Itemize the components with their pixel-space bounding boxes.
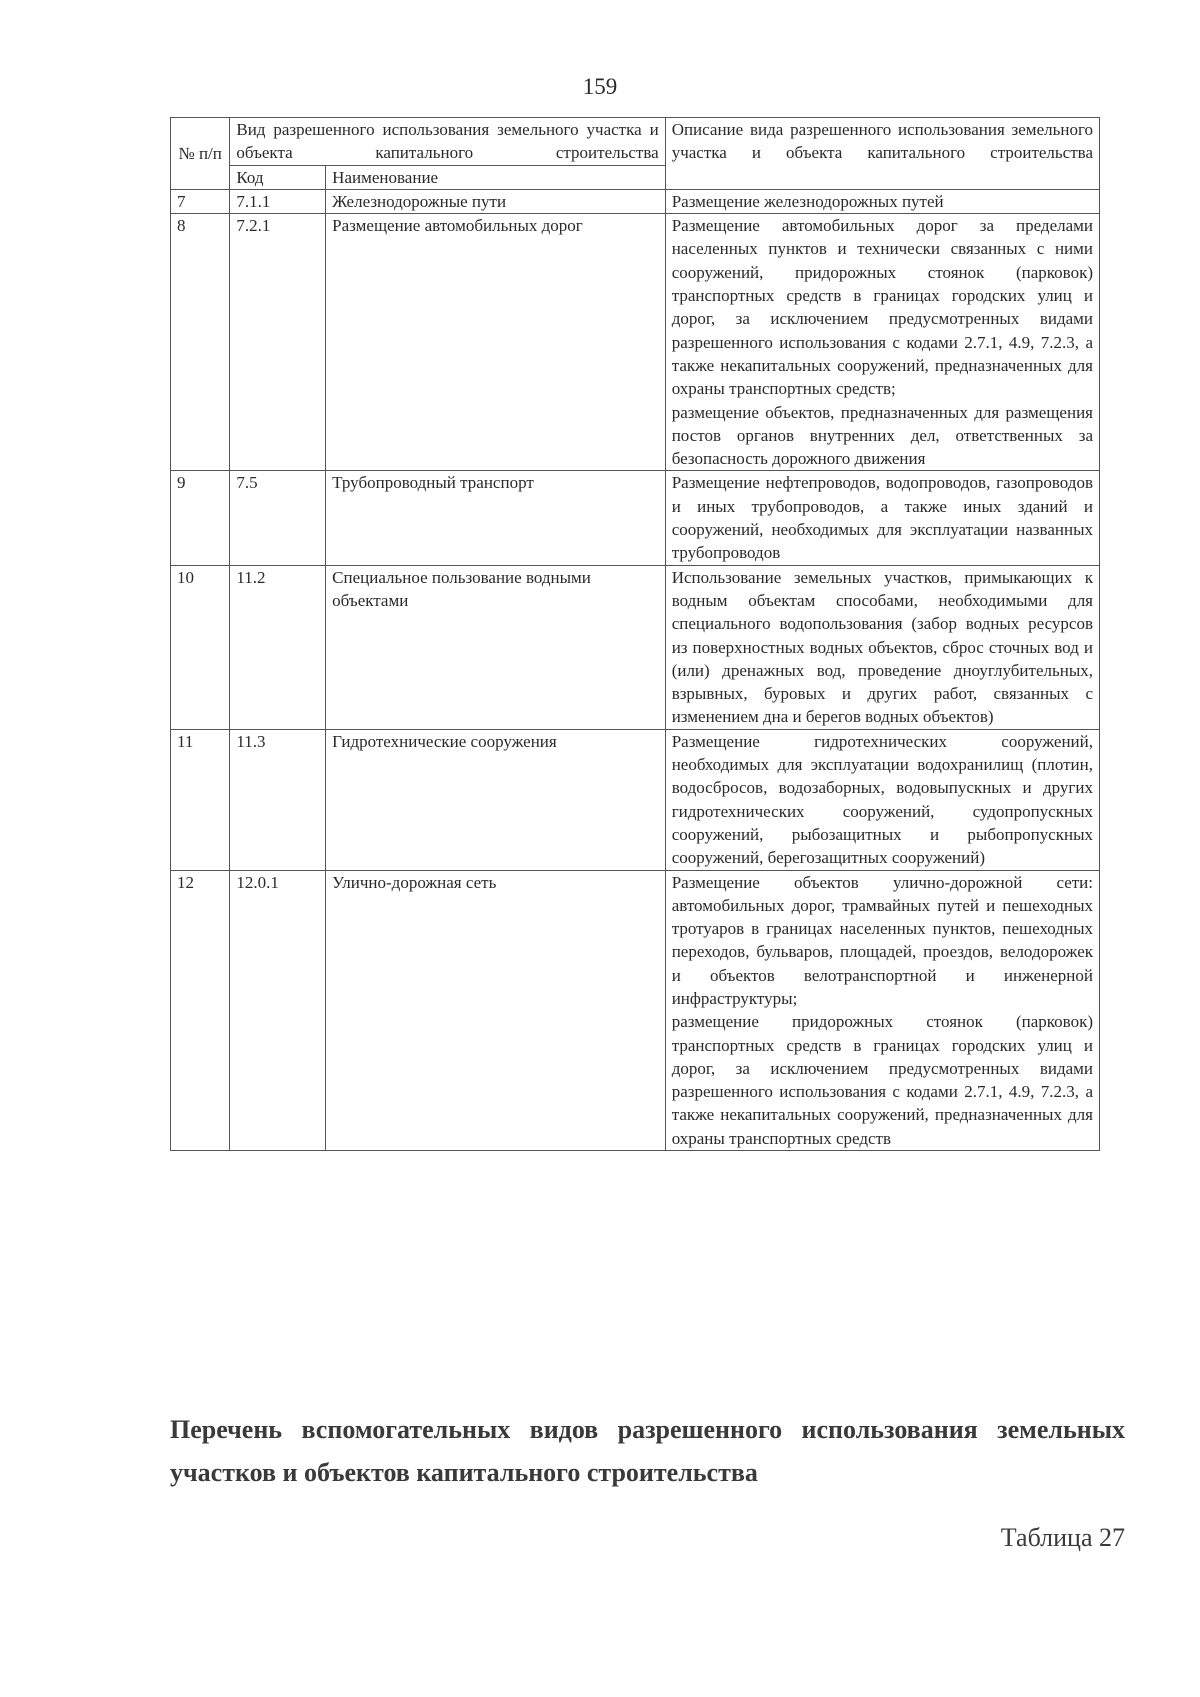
header-num: № п/п [171,118,230,190]
row-num: 10 [171,565,230,729]
header-group: Вид разрешенного использования земельного участка и объекта капитального строительства [230,118,665,166]
row-num: 9 [171,471,230,565]
row-description-extra: размещение придорожных стоянок (парковок) транспортных средств в границах городских улиц и дорог, за исключением предусмотренных видами разрешенного использования с кодами 2.7.1, 4.9, 7.2.3, а также некапитальных сооружений, предназначенных для охраны транспортных средств [671,1012,1093,1148]
table-row [171,729,1100,870]
row-name: Трубопроводный транспорт [326,471,666,565]
row-num: 11 [171,729,230,870]
table-caption: Таблица 27 [1000,1523,1125,1552]
row-code: 7.5 [230,471,326,565]
section-heading: Перечень вспомогательных видов разрешенного использования земельных участков и объектов капитального строительства [170,1415,1125,1487]
row-name: Улично-дорожная сеть [326,870,666,1151]
row-code: 7.2.1 [230,214,326,471]
row-description: Использование земельных участков, примыкающих к водным объектам способами, необходимыми для специального водопользования (забор водных ресурсов из поверхностных водных объектов, сброс сточных вод и (или) дренажных вод, проведение дноуглубительных, взрывных, буровых и других работ, связанных с изменением дна и берегов водных объектов) [665,565,1099,729]
row-description: Размещение нефтепроводов, водопроводов, газопроводов и иных трубопроводов, а также иных зданий и сооружений, необходимых для эксплуатации названных трубопроводов [665,471,1099,565]
row-description-cell [665,870,1099,1151]
land-use-table [170,117,1100,1151]
row-name: Железнодорожные пути [326,189,666,213]
table-row [171,189,1100,213]
row-description: Размещение железнодорожных путей [665,189,1099,213]
row-name: Специальное пользование водными объектами [326,565,666,729]
row-num: 7 [171,189,230,213]
row-description: Размещение объектов улично-дорожной сети: автомобильных дорог, трамвайных путей и пешеходных тротуаров в границах населенных пунктов, пешеходных переходов, бульваров, площадей, проездов, велодорожек и объектов велотранспортной и инженерной инфраструктуры; [671,872,1093,1008]
row-name: Гидротехнические сооружения [326,729,666,870]
row-description-cell [665,214,1099,471]
row-name: Размещение автомобильных дорог [326,214,666,471]
row-code: 7.1.1 [230,189,326,213]
row-num: 8 [171,214,230,471]
header-name: Наименование [326,165,666,189]
row-description: Размещение автомобильных дорог за пределами населенных пунктов и технически связанных с ними сооружений, придорожных стоянок (парковок) транспортных средств в границах городских улиц и дорог, за исключением предусмотренных видами разрешенного использования с кодами 2.7.1, 4.9, 7.2.3, а также некапитальных сооружений, предназначенных для охраны транспортных средств; [671,216,1093,399]
page-number: 159 [582,74,618,99]
row-description-extra: размещение объектов, предназначенных для размещения постов органов внутренних дел, ответственных за безопасность дорожного движения [671,402,1093,469]
header-description: Описание вида разрешенного использования земельного участка и объекта капитального строительства [665,118,1099,190]
table-row [171,471,1100,565]
row-num: 12 [171,870,230,1151]
row-code: 12.0.1 [230,870,326,1151]
table-header-row [171,118,1100,166]
row-code: 11.2 [230,565,326,729]
table-row [171,565,1100,729]
table-row [171,214,1100,471]
row-description: Размещение гидротехнических сооружений, необходимых для эксплуатации водохранилищ (плотин, водосбросов, водозаборных, водовыпускных и других гидротехнических сооружений, судопропускных сооружений, рыбозащитных и рыбопропускных сооружений, берегозащитных сооружений) [665,729,1099,870]
table-row [171,870,1100,1151]
header-code: Код [230,165,326,189]
row-code: 11.3 [230,729,326,870]
